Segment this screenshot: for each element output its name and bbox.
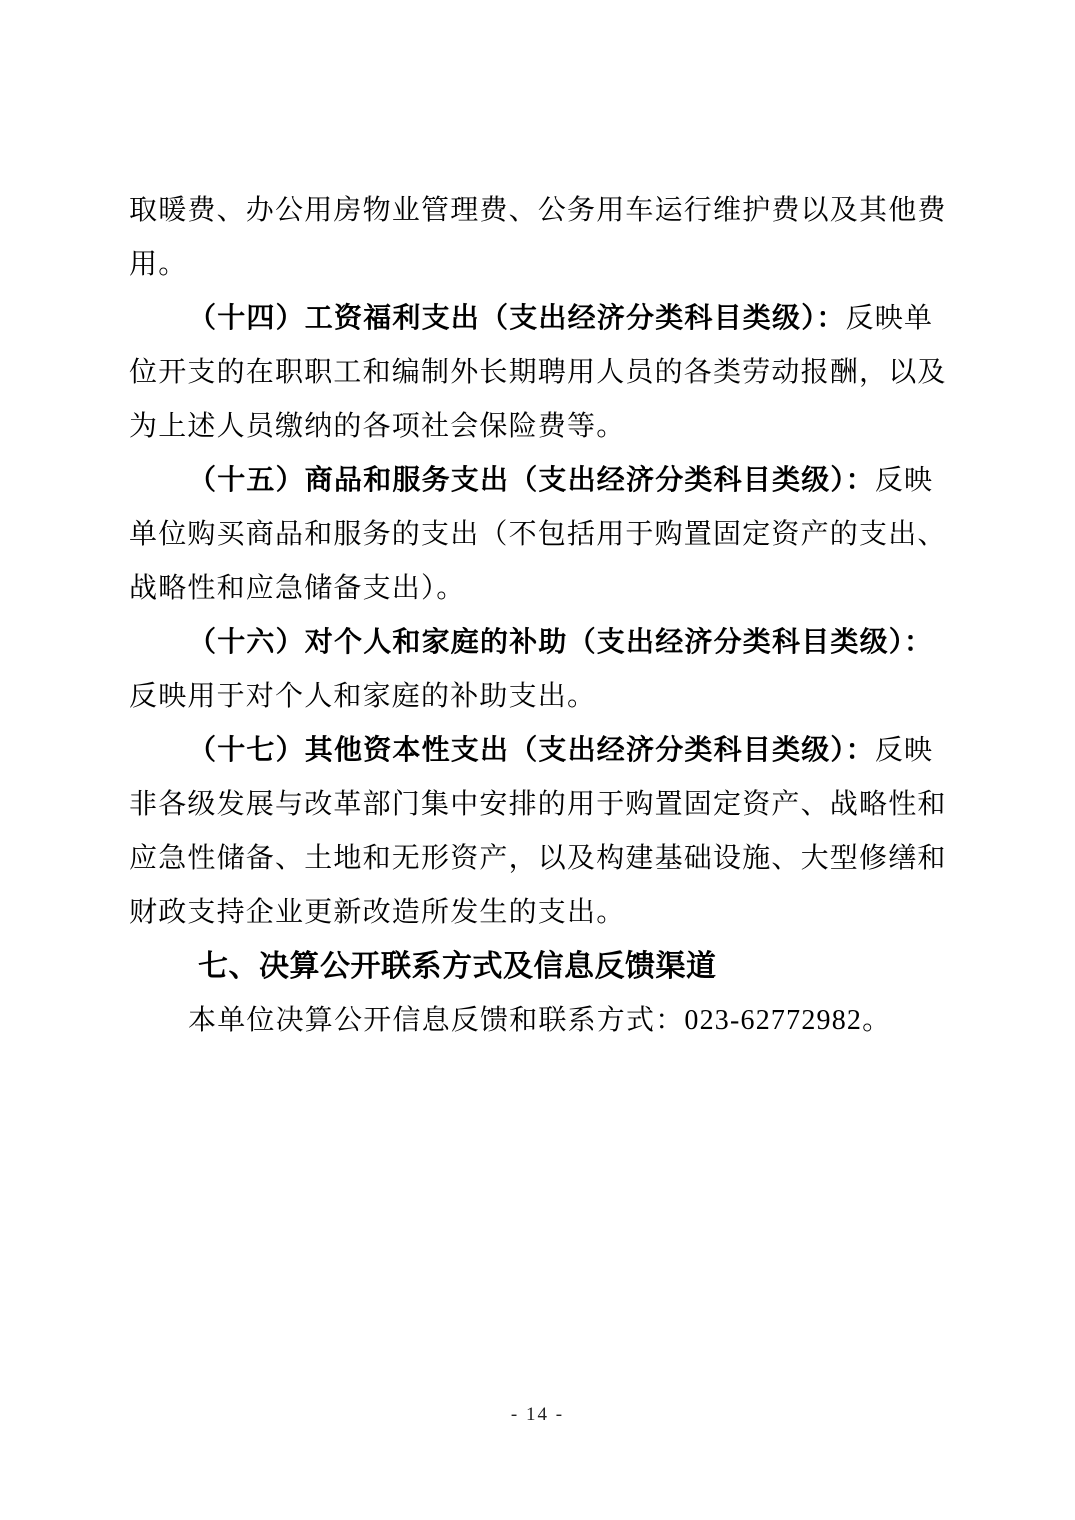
body-line	[129, 670, 953, 724]
text-run: 反映	[874, 735, 934, 766]
contact-text: 本单位决算公开信息反馈和联系方式：023-62772982。	[188, 1005, 892, 1036]
text-run: 单位购买商品和服务的支出（不包括用于购置固定资产的支出、	[129, 519, 947, 550]
section-15-lead-line	[129, 454, 953, 508]
section-title-run: （十五）商品和服务支出（支出经济分类科目类级）：	[188, 465, 875, 496]
body-line	[129, 508, 953, 562]
text-run: 用。	[129, 249, 188, 280]
text-run: 位开支的在职职工和编制外长期聘用人员的各类劳动报酬，以及	[129, 357, 947, 388]
page-number-text: - 14 -	[510, 1404, 565, 1425]
section-title-run: （十七）其他资本性支出（支出经济分类科目类级）：	[188, 735, 875, 766]
text-run: 反映	[874, 465, 934, 496]
body-line	[129, 184, 953, 238]
body-line	[129, 400, 953, 454]
heading-text: 七、决算公开联系方式及信息反馈渠道	[198, 950, 717, 983]
text-run: 应急性储备、土地和无形资产，以及构建基础设施、大型修缮和	[129, 843, 947, 874]
section-7-heading	[129, 940, 953, 994]
section-17-lead-line	[129, 724, 953, 778]
document-body	[129, 184, 953, 1048]
text-run: 财政支持企业更新改造所发生的支出。	[129, 897, 626, 928]
text-run: 取暖费、办公用房物业管理费、公务用车运行维护费以及其他费	[129, 195, 947, 226]
text-run: 为上述人员缴纳的各项社会保险费等。	[129, 411, 626, 442]
text-run: 反映单	[845, 303, 934, 334]
body-line	[129, 886, 953, 940]
section-title-run: （十四）工资福利支出（支出经济分类科目类级）：	[188, 303, 846, 334]
body-line	[129, 238, 953, 292]
section-16-lead-line	[129, 616, 953, 670]
contact-line	[129, 994, 953, 1048]
body-line	[129, 832, 953, 886]
body-line	[129, 562, 953, 616]
text-run: 反映用于对个人和家庭的补助支出。	[129, 681, 597, 712]
page-number	[0, 1404, 1075, 1426]
section-14-lead-line	[129, 292, 953, 346]
body-line	[129, 346, 953, 400]
text-run: 战略性和应急储备支出）。	[129, 573, 466, 604]
text-run: 非各级发展与改革部门集中安排的用于购置固定资产、战略性和	[129, 789, 947, 820]
body-line	[129, 778, 953, 832]
section-title-run: （十六）对个人和家庭的补助（支出经济分类科目类级）：	[188, 627, 934, 658]
